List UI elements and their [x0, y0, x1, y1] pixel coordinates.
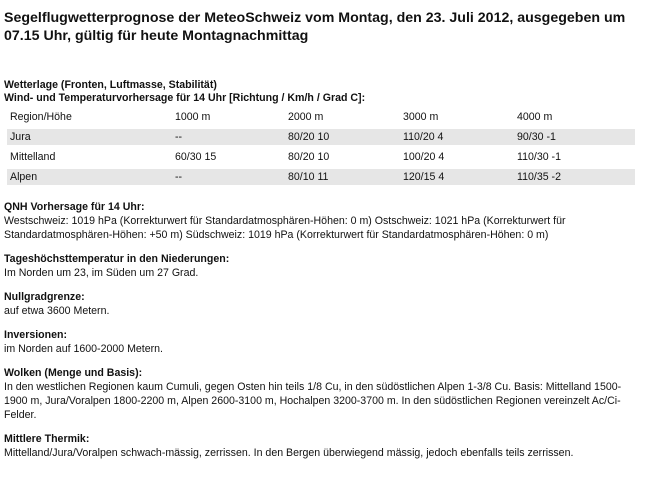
qnh-section: [4, 201, 642, 242]
thermals-section: [4, 433, 642, 460]
table-cell: Jura: [7, 129, 172, 145]
table-header-cell: 2000 m: [288, 111, 324, 123]
table-cell: 60/30 15: [175, 151, 217, 163]
table-cell: Alpen: [7, 169, 172, 185]
max-temperature-section: [4, 253, 642, 280]
section-text: In den westlichen Regionen kaum Cumuli, gegen Osten hin teils 1/8 Cu, in den südöstlichen Alpen 1-3/8 Cu. Basis: Mittelland 1500-1900 m, Jura/Voralpen 1800-2200 m, Alpen 2600-3100 m, Hochalpen 3200-3700 m. In den südöstlichen Regionen vereinzelt Ac/Ci-Felder.: [4, 381, 622, 421]
table-row-alpen: [7, 169, 635, 185]
table-cell: --: [172, 169, 285, 185]
table-cell: 80/20 10: [285, 129, 400, 145]
table-cell: 80/10 11: [285, 169, 400, 185]
wind-temperature-table: [7, 105, 635, 189]
page-title: Segelflugwetterprognose der MeteoSchweiz vom Montag, den 23. Juli 2012, ausgegeben um 07.15 Uhr, gültig für heute Montagnachmittag: [4, 10, 626, 44]
clouds-section: [4, 367, 642, 422]
table-cell: 110/35 -2: [514, 169, 635, 185]
table-cell: 110/30 -1: [517, 151, 561, 163]
wetterlage-section: [4, 79, 642, 105]
wind-table-heading: Wind- und Temperaturvorhersage für 14 Uhr [Richtung / Km/h / Grad C]:: [4, 92, 366, 104]
table-header-cell: 4000 m: [517, 111, 553, 123]
section-heading: QNH Vorhersage für 14 Uhr:: [4, 201, 145, 213]
wetterlage-heading: Wetterlage (Fronten, Luftmasse, Stabilität): [4, 79, 217, 91]
inversions-section: [4, 329, 642, 356]
table-cell: 100/20 4: [403, 151, 445, 163]
table-row-mittelland: [7, 149, 635, 165]
section-text: im Norden auf 1600-2000 Metern.: [4, 343, 163, 355]
section-heading: Nullgradgrenze:: [4, 291, 85, 303]
section-heading: Mittlere Thermik:: [4, 433, 90, 445]
table-header-cell: 3000 m: [403, 111, 439, 123]
table-header-row: [7, 109, 635, 125]
table-cell: 80/20 10: [288, 151, 330, 163]
section-heading: Tageshöchsttemperatur in den Niederungen:: [4, 253, 230, 265]
table-cell: --: [172, 129, 285, 145]
section-heading: Wolken (Menge und Basis):: [4, 367, 143, 379]
table-cell: 120/15 4: [400, 169, 514, 185]
table-cell: 90/30 -1: [514, 129, 635, 145]
section-heading: Inversionen:: [4, 329, 67, 341]
table-cell: 110/20 4: [400, 129, 514, 145]
section-text: auf etwa 3600 Metern.: [4, 305, 110, 317]
section-text: Im Norden um 23, im Süden um 27 Grad.: [4, 267, 199, 279]
table-header-cell: 1000 m: [175, 111, 211, 123]
table-cell: Mittelland: [10, 151, 56, 163]
table-row-jura: [7, 129, 635, 145]
table-header-cell: Region/Höhe: [10, 111, 72, 123]
section-text: Westschweiz: 1019 hPa (Korrekturwert für Standardatmosphären-Höhen: 0 m) Ostschweiz: 1021 hPa (Korrekturwert für Standardatmosphären-Höhen: +50 m) Südschweiz: 1019 hPa (Korrekturwert für Standardatmosphären-Höhen: 0 m): [4, 215, 566, 241]
section-text: Mittelland/Jura/Voralpen schwach-mässig, zerrissen. In den Bergen überwiegend mässig, jedoch ebenfalls teils zerrissen.: [4, 447, 574, 459]
freezing-level-section: [4, 291, 642, 318]
